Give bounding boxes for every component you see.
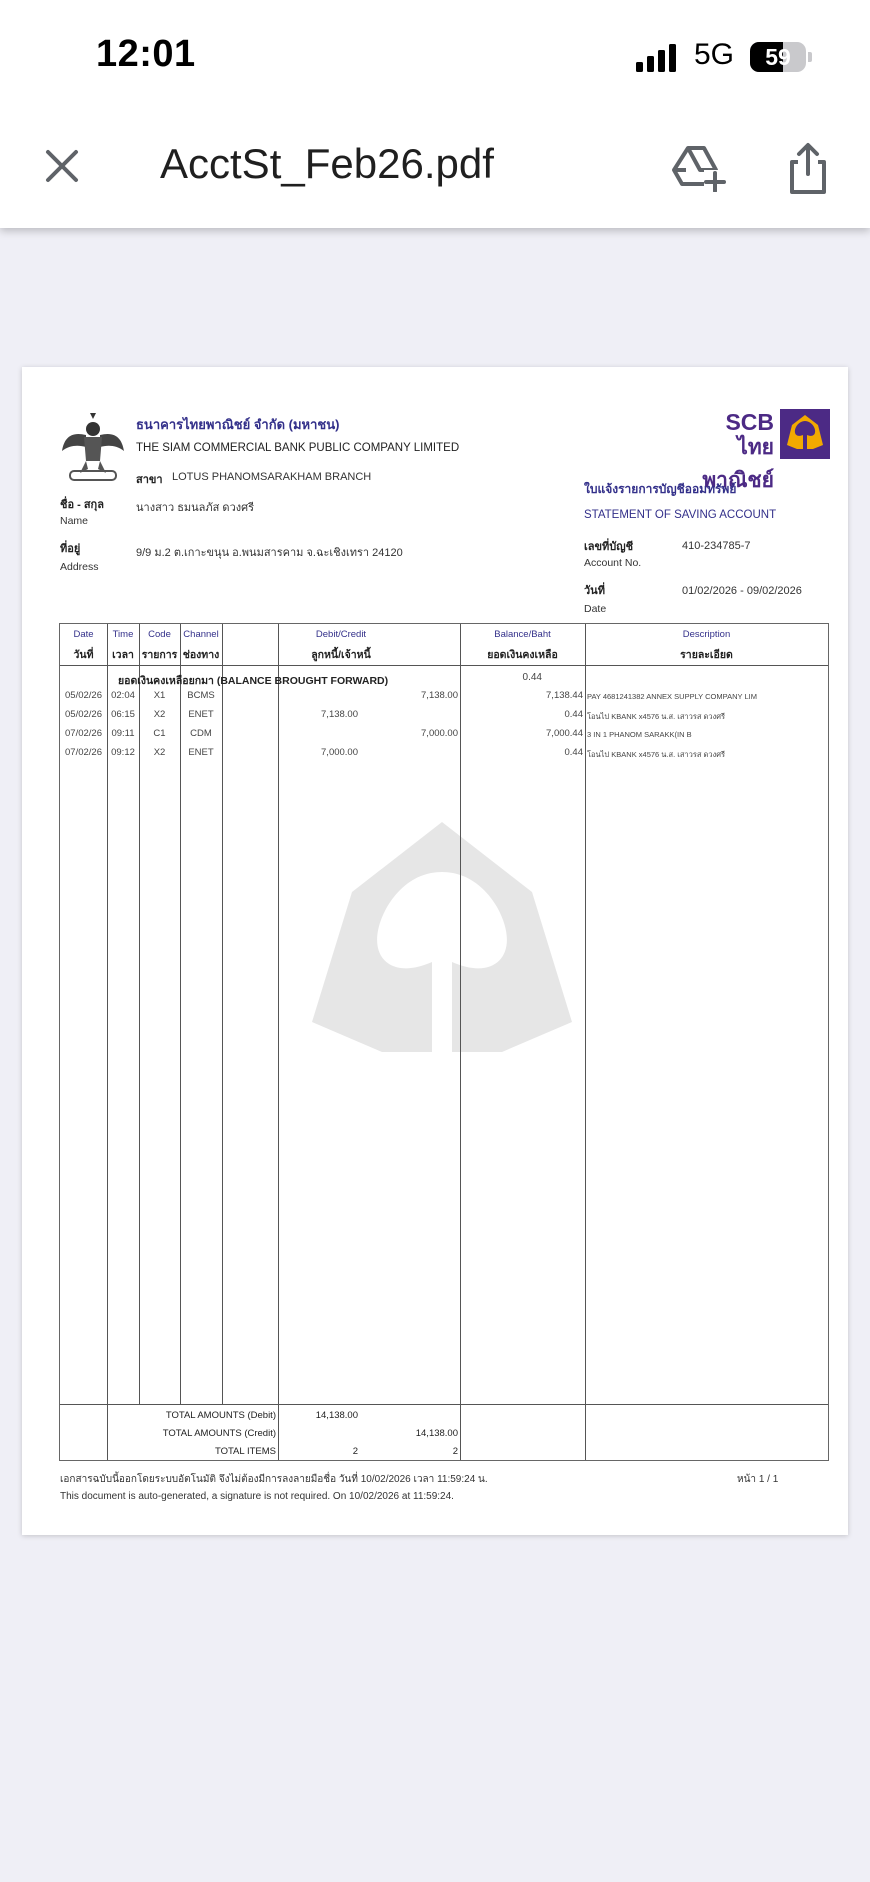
- total-debit-label: TOTAL AMOUNTS (Debit): [165, 1410, 276, 1421]
- bank-name-english: THE SIAM COMMERCIAL BANK PUBLIC COMPANY LIMITED: [136, 442, 460, 454]
- pdf-page[interactable]: [22, 367, 848, 1535]
- statement-title-english: STATEMENT OF SAVING ACCOUNT: [584, 509, 777, 521]
- address-label-thai: ที่อยู่: [60, 543, 81, 555]
- add-to-drive-icon[interactable]: [670, 140, 726, 192]
- account-label-english: Account No.: [584, 557, 642, 569]
- total-credit-value: 14,138.00: [415, 1428, 458, 1439]
- row-code: X2: [153, 747, 166, 758]
- account-label-thai: เลขที่บัญชี: [584, 541, 634, 553]
- battery-percent: 59: [765, 44, 791, 70]
- row-credit: 7,138.00: [421, 690, 458, 701]
- address-value: 9/9 ม.2 ต.เกาะขนุน อ.พนมสารคาม จ.ฉะเชิงเทรา 24120: [136, 547, 403, 559]
- page-number: หน้า 1 / 1: [737, 1474, 779, 1485]
- col-header-date-th: วันที่: [73, 649, 94, 661]
- account-number: 410-234785-7: [682, 540, 751, 552]
- row-credit: 7,000.00: [421, 728, 458, 739]
- col-header-description: Description: [682, 629, 731, 640]
- garuda-emblem-icon: [60, 413, 126, 483]
- date-label-thai: วันที่: [584, 585, 605, 597]
- logo-text-th: ไทยพาณิชย์: [702, 436, 774, 492]
- row-channel: BCMS: [187, 690, 215, 701]
- row-description: 3 IN 1 PHANOM SARAKK(IN B: [587, 730, 692, 739]
- battery-icon: [750, 42, 812, 72]
- row-time: 06:15: [111, 709, 135, 720]
- row-description: โอนไป KBANK x4576 น.ส. เสาวรส ดวงศรี: [587, 750, 726, 759]
- col-header-date: Date: [73, 629, 94, 640]
- cellular-signal-icon: [636, 44, 680, 72]
- col-header-description-th: รายละเอียด: [680, 649, 733, 661]
- row-code: C1: [153, 728, 166, 739]
- share-icon[interactable]: [780, 140, 836, 196]
- scb-leaf-icon: [780, 409, 830, 459]
- footer-note-thai: เอกสารฉบับนี้ออกโดยระบบอัตโนมัติ จึงไม่ต้องมีการลงลายมือชื่อ วันที่ 10/02/2026 เวลา 11:59:24 น.: [60, 1474, 488, 1485]
- total-credit-label: TOTAL AMOUNTS (Credit): [162, 1428, 276, 1439]
- date-label-english: Date: [584, 603, 607, 615]
- branch-label: สาขา: [136, 474, 163, 486]
- branch-value: LOTUS PHANOMSARAKHAM BRANCH: [172, 471, 372, 483]
- row-time: 09:11: [111, 728, 135, 739]
- row-code: X2: [153, 709, 166, 720]
- col-header-channel: Channel: [183, 629, 219, 640]
- row-channel: CDM: [190, 728, 212, 739]
- row-debit: 7,000.00: [321, 747, 358, 758]
- row-balance: 7,138.44: [546, 690, 583, 701]
- app-header: [0, 0, 870, 228]
- statement-title-thai: ใบแจ้งรายการบัญชีออมทรัพย์: [584, 482, 737, 496]
- name-label-english: Name: [60, 515, 89, 527]
- row-date: 07/02/26: [65, 747, 102, 758]
- col-header-debit-credit-th: ลูกหนี้/เจ้าหนี้: [311, 649, 371, 661]
- col-header-code-th: รายการ: [141, 649, 178, 661]
- row-date: 07/02/26: [65, 728, 102, 739]
- status-time: 12:01: [96, 33, 196, 75]
- total-debit-value: 14,138.00: [315, 1410, 358, 1421]
- col-header-debit-credit: Debit/Credit: [315, 629, 367, 640]
- row-balance: 0.44: [564, 709, 583, 720]
- name-label-thai: ชื่อ - สกุล: [60, 499, 104, 511]
- logo-text-en: SCB: [725, 409, 774, 435]
- network-type: 5G: [694, 38, 735, 71]
- col-header-balance-th: ยอดเงินคงเหลือ: [487, 649, 558, 661]
- bank-name-thai: ธนาคารไทยพาณิชย์ จำกัด (มหาชน): [136, 417, 340, 432]
- row-debit: 7,138.00: [321, 709, 358, 720]
- row-time: 09:12: [111, 747, 135, 758]
- row-channel: ENET: [188, 709, 214, 720]
- row-code: X1: [153, 690, 166, 701]
- footer-note-english: This document is auto-generated, a signature is not required. On 10/02/2026 at 11:59:24.: [60, 1491, 454, 1502]
- col-header-balance: Balance/Baht: [494, 629, 551, 640]
- row-date: 05/02/26: [65, 709, 102, 720]
- scb-logo: [670, 409, 848, 492]
- col-header-time: Time: [112, 629, 134, 640]
- total-items-credit: 2: [452, 1446, 458, 1457]
- close-icon[interactable]: [36, 140, 88, 192]
- col-header-time-th: เวลา: [112, 649, 134, 661]
- address-label-english: Address: [60, 561, 99, 573]
- row-time: 02:04: [111, 690, 135, 701]
- row-date: 05/02/26: [65, 690, 102, 701]
- balance-brought-forward-value: 0.44: [522, 672, 542, 683]
- transaction-table: [59, 623, 829, 1461]
- col-header-channel-th: ช่องทาง: [182, 649, 220, 661]
- col-header-code: Code: [148, 629, 171, 640]
- row-channel: ENET: [188, 747, 214, 758]
- row-balance: 7,000.44: [546, 728, 583, 739]
- statement-date-range: 01/02/2026 - 09/02/2026: [682, 585, 802, 597]
- total-items-debit: 2: [352, 1446, 358, 1457]
- row-description: โอนไป KBANK x4576 น.ส. เสาวรส ดวงศรี: [587, 712, 726, 721]
- account-holder-name: นางสาว ธมนลภัส ดวงศรี: [136, 502, 255, 514]
- row-description: PAY 4681241382 ANNEX SUPPLY COMPANY LIM: [587, 692, 757, 701]
- balance-brought-forward-label: ยอดเงินคงเหลือยกมา (BALANCE BROUGHT FORWARD): [118, 675, 389, 687]
- total-items-label: TOTAL ITEMS: [214, 1446, 276, 1457]
- file-title: AcctSt_Feb26.pdf: [160, 140, 494, 187]
- row-balance: 0.44: [564, 747, 583, 758]
